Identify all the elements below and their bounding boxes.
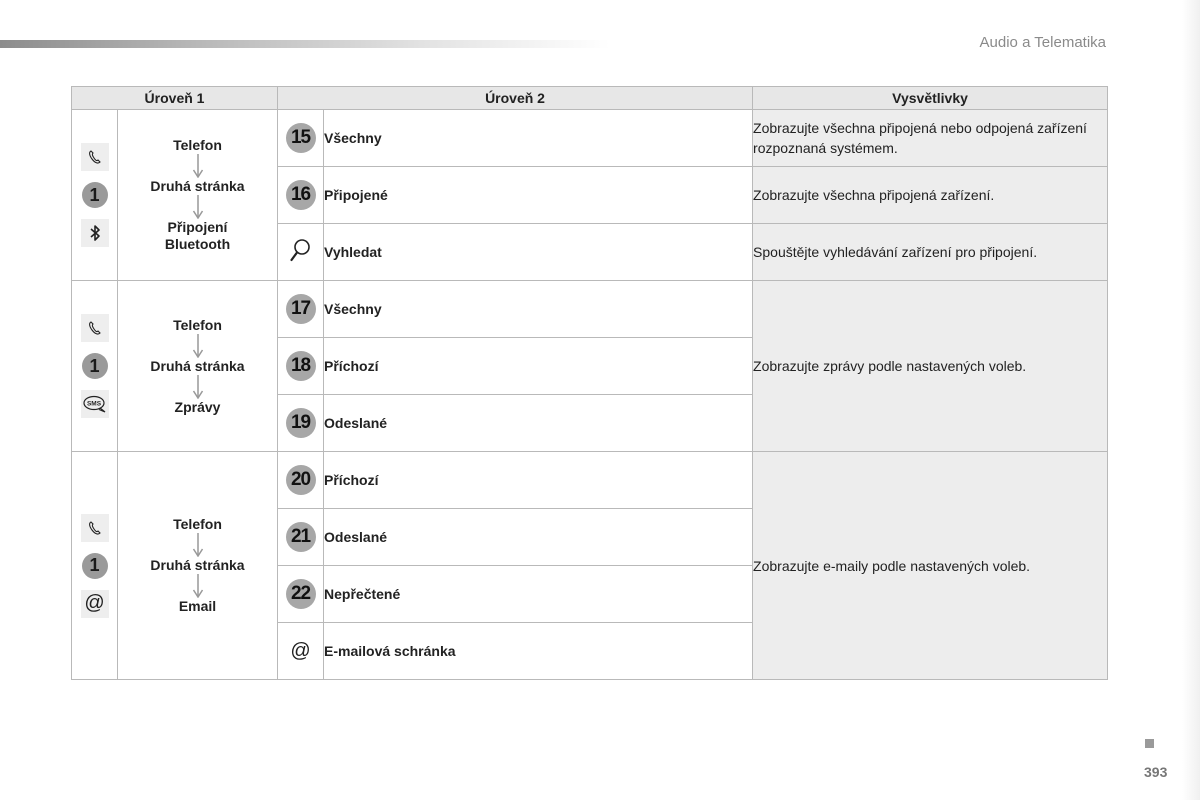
step-badge: 17 (286, 294, 316, 324)
at-icon: @ (81, 590, 109, 618)
page-number-badge: 1 (82, 182, 108, 208)
at-icon: @ (290, 639, 311, 662)
level2-label: Příchozí (324, 338, 753, 395)
step-label: Telefon (173, 316, 222, 333)
column-header-explanation: Vysvětlivky (753, 87, 1108, 110)
level1-path-email (118, 452, 278, 680)
menu-table (71, 86, 1108, 680)
phone-icon (81, 314, 109, 342)
step-badge: 19 (286, 408, 316, 438)
arrow-down-icon (192, 195, 204, 219)
level1-path-messages (118, 281, 278, 452)
step-label: Email (178, 598, 217, 614)
level2-label: Odeslané (324, 509, 753, 566)
level2-label: Odeslané (324, 395, 753, 452)
table-row (72, 281, 1108, 338)
step-badge: 21 (286, 522, 316, 552)
page-number-badge: 1 (82, 353, 108, 379)
sms-icon (81, 390, 109, 418)
phone-icon (81, 143, 109, 171)
svg-text:SMS: SMS (86, 400, 101, 408)
arrow-down-icon (192, 375, 204, 399)
level2-label: E-mailová schránka (324, 623, 753, 680)
step-label: Druhá stránka (150, 178, 245, 194)
page-number-badge: 1 (82, 553, 108, 579)
column-header-level1: Úroveň 1 (72, 87, 278, 110)
step-label: Připojení Bluetooth (164, 219, 231, 252)
page-number: 393 (1144, 764, 1168, 780)
arrow-down-icon (192, 154, 204, 178)
explanation-text: Spouštějte vyhledávání zařízení pro připojení. (753, 224, 1108, 281)
level2-label: Připojené (324, 167, 753, 224)
step-badge: 20 (286, 465, 316, 495)
arrow-down-icon (192, 533, 204, 557)
step-badge: 16 (286, 180, 316, 210)
column-header-level2: Úroveň 2 (278, 87, 753, 110)
table-header-row (72, 87, 1108, 110)
level1-icons-messages (72, 281, 118, 452)
table-row (72, 110, 1108, 167)
level2-label: Příchozí (324, 452, 753, 509)
arrow-down-icon (192, 574, 204, 598)
section-title: Audio a Telematika (979, 34, 1106, 51)
bluetooth-icon (81, 219, 109, 247)
search-icon (289, 237, 313, 263)
level2-label: Nepřečtené (324, 566, 753, 623)
level2-label: Všechny (324, 110, 753, 167)
page-marker (1145, 739, 1154, 748)
arrow-down-icon (192, 334, 204, 358)
header-gradient-bar (0, 40, 610, 48)
step-badge: 22 (286, 579, 316, 609)
explanation-text: Zobrazujte všechna připojená zařízení. (753, 167, 1108, 224)
step-badge: 15 (286, 123, 316, 153)
table-row (72, 452, 1108, 509)
explanation-text: Zobrazujte všechna připojená nebo odpojená zařízení rozpoznaná systémem. (753, 110, 1108, 167)
level1-path-bluetooth (118, 110, 278, 281)
explanation-text: Zobrazujte e-maily podle nastavených voleb. (753, 452, 1108, 680)
step-label: Telefon (173, 137, 222, 153)
level2-label: Všechny (324, 281, 753, 338)
step-badge: 18 (286, 351, 316, 381)
page-edge-shade (1182, 0, 1200, 800)
phone-icon (81, 514, 109, 542)
step-label: Zprávy (174, 398, 221, 415)
step-label: Druhá stránka (150, 557, 245, 573)
explanation-text: Zobrazujte zprávy podle nastavených voleb. (753, 281, 1108, 452)
level1-icons-email (72, 452, 118, 680)
step-label: Druhá stránka (150, 357, 245, 374)
level2-label: Vyhledat (324, 224, 753, 281)
level1-icons-bluetooth (72, 110, 118, 281)
step-label: Telefon (173, 516, 222, 532)
